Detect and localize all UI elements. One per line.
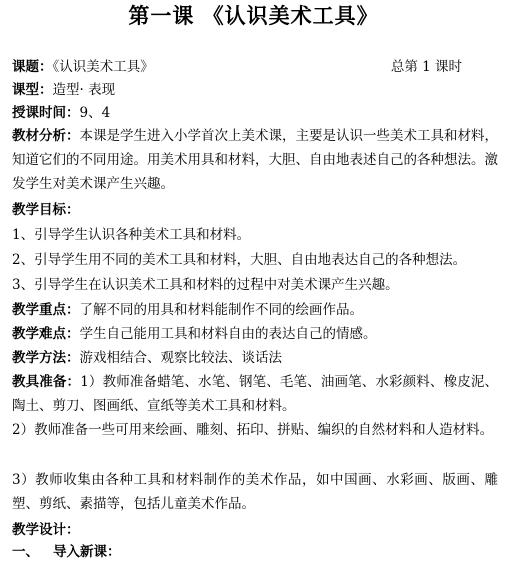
time-line: [12, 104, 498, 122]
prep-item-2: 2）教师准备一些可用来绘画、雕刻、拓印、拼贴、编织的自然材料和人造材料。: [12, 422, 494, 438]
lesson-title: 第一课 《认识美术工具》: [128, 3, 379, 28]
prep-paragraph-1: [12, 370, 498, 418]
goal-item: 3、引导学生在认识美术工具和材料的过程中对美术课产生兴趣。: [12, 277, 399, 293]
total-period: 总第 1 课时: [390, 59, 462, 75]
analysis-text: 本课是学生进入小学首次上美术课，主要是认识一些美术工具和材料，知道它们的不同用途。用美术用具和材料，大胆、自由地表述自己的各种想法。激发学生对美术课产生兴趣。: [12, 128, 498, 192]
difficulty-label: 教学难点：: [12, 326, 80, 342]
topic-value: 《认识美术工具》: [52, 59, 154, 75]
difficulty-value: 学生自己能用工具和材料自由的表达自己的情感。: [79, 326, 377, 342]
key-value: 了解不同的用具和材料能制作不同的绘画作品。: [79, 302, 363, 318]
prep-item-1: 1）教师准备蜡笔、水笔、钢笔、毛笔、油画笔、水彩颜料、橡皮泥、陶土、剪刀、图画纸、宣纸等美术工具和材料。: [12, 374, 498, 414]
goals-heading: [12, 201, 498, 219]
time-value: 9、4: [79, 105, 111, 121]
topic-line: [12, 58, 498, 76]
topic-label: 课题：: [12, 59, 53, 75]
method-value: 游戏相结合、观察比较法、谈话法: [79, 350, 282, 366]
section-1-heading: [12, 543, 498, 561]
type-line: [12, 81, 498, 99]
section-1-number: 一、: [12, 544, 39, 560]
goal-item: 1、引导学生认识各种美术工具和材料。: [12, 227, 251, 243]
method-line: [12, 349, 498, 367]
analysis-label: 教材分析：: [12, 128, 80, 144]
difficulty-line: [12, 325, 498, 343]
type-value: 造型· 表现: [52, 82, 116, 98]
design-heading: [12, 521, 498, 539]
key-label: 教学重点：: [12, 302, 80, 318]
analysis-paragraph: [12, 124, 498, 196]
type-label: 课型：: [12, 82, 53, 98]
time-label: 授课时间：: [12, 105, 80, 121]
goals-label: 教学目标：: [12, 202, 80, 218]
goal-item: 2、引导学生用不同的美术工具和材料，大胆、自由地表达自己的各种想法。: [12, 252, 467, 268]
prep-label: 教具准备：: [12, 374, 81, 390]
prep-item-3: 3）教师收集由各种工具和材料制作的美术作品，如中国画、水彩画、版画、雕塑、剪纸、素描等，包括儿童美术作品。: [12, 472, 498, 512]
design-label: 教学设计：: [12, 522, 80, 538]
key-line: [12, 301, 498, 319]
prep-paragraph-2: [12, 418, 498, 442]
method-label: 教学方法：: [12, 350, 80, 366]
prep-paragraph-3: [12, 468, 498, 516]
section-1-label: 导入新课：: [53, 544, 121, 560]
